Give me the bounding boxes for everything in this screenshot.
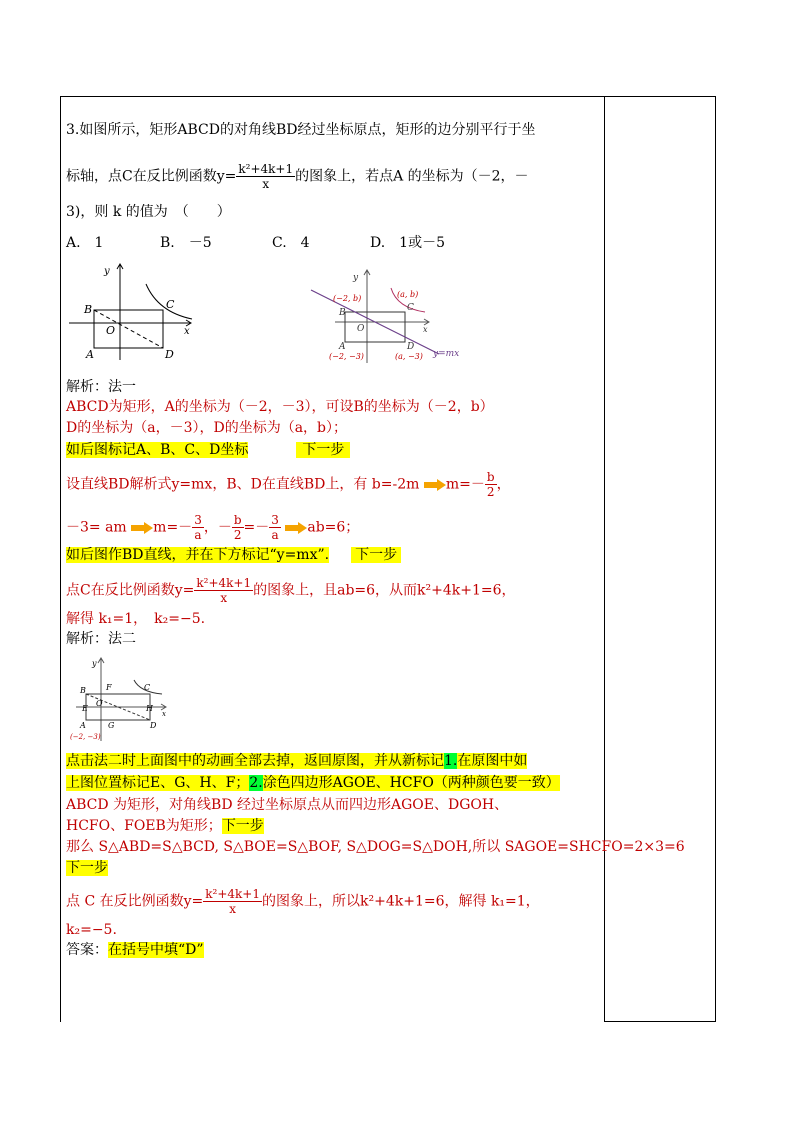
fig1-label-d: D [165,348,174,361]
table-right-border [715,96,716,1022]
method1-instruction-1: 如后图标记A、B、C、D坐标 下一步 [66,441,350,459]
method2-instruction-1: 点击法二时上面图中的动画全部去掉，返回原图，并从新标记1.在原图中如 [66,753,528,769]
fig3-label-b: B [80,686,86,695]
answer-label: 答案： [66,942,108,958]
fig1-label-y: y [104,266,110,277]
fig2-label-d: D [407,342,415,352]
fig2-label-b-coord: (−2, b) [333,294,362,303]
figure-1-svg [66,262,196,362]
step-number-1: 1. [444,753,458,769]
fig1-label-a: A [86,348,94,361]
fig3-label-a: A [80,721,86,730]
method2-line-5: 那么 S△ABD=S△BCD, S△BOE=S△BOF, S△DOG=S△DOH,所以 SAGOE=SHCFO=2×3=6 [66,839,685,855]
method2-line-3: ABCD 为矩形，对角线BD 经过坐标原点从而四边形AGOE、DGOH、 [66,797,509,813]
options-row [66,234,445,252]
fig1-label-b: B [84,303,93,316]
fig2-label-o: O [357,324,365,334]
fig2-label-a-coord: (−2, −3) [329,352,364,361]
option-c: C. 4 [272,235,310,251]
method1-line-3: 设直线BD解析式y=mx，B、D在直线BD上，有 b=-2m m=－ $\frac{b}{2}$ ， [66,470,511,499]
next-step-1[interactable]: 下一步 [296,442,350,458]
fig2-label-x: x [423,325,428,334]
method2-line-6: 点 C 在反比例函数y= $\frac{\text{k²+4k+1}}{x}$ 的图象上，所以k²+4k+1=6，解得 k₁=1， [66,887,540,916]
fig3-label-y: y [92,659,97,668]
table-bottom-border [604,1021,716,1022]
fig3-label-f: F [106,683,112,692]
method1-instruction-2: 如后图作BD直线，并在下方标记“y=mx”. 下一步 [66,546,401,564]
fig3-label-e: E [82,704,88,713]
option-a: A. 1 [66,235,104,251]
table-column-divider [604,96,605,1022]
method2-instruction-2: 上图位置标记E、G、H、F；2.涂色四边形AGOE、HCFO（两种颜色要一致） [66,775,560,791]
fig1-diagonal [94,310,163,348]
problem-line-2: 标轴，点C在反比例函数y= $\frac{\text{k²+4k+1}}{x}$ 的图象上，若点A 的坐标为（－2，－ [66,162,529,191]
implies-arrow-icon [131,522,153,534]
fig2-label-c: C [407,303,414,313]
fig2-label-c-coord: (a, b) [397,290,419,299]
fig2-label-line: y=mx [433,349,460,359]
method2-line-4: HCFO、FOEB为矩形；下一步 [66,818,264,834]
fig2-label-b: B [339,308,346,318]
fig3-label-a-coord: (−2, −3) [70,733,101,741]
fig3-label-c: C [144,683,151,692]
figure-2 [305,268,470,370]
implies-arrow-icon [285,522,307,534]
method2-next [66,859,108,877]
method1-line-4: －3= am m=－ $\frac{3}{a}$ ，－ $\frac{b}{2}$ =－ $\frac{3}{a}$ ab=6； [66,513,360,542]
fig1-label-c: C [166,298,175,311]
table-top-border [60,96,716,97]
fig3-label-h: H [146,704,153,713]
implies-arrow-icon [424,479,446,491]
option-b: B. －5 [160,235,212,251]
function-fraction: $\frac{\text{k²+4k+1}}{x}$ [238,162,294,191]
fig1-label-o: O [106,324,116,337]
fig2-label-a: A [339,342,346,352]
figure-1 [66,262,196,366]
next-step-4[interactable]: 下一步 [66,860,108,876]
fig1-label-x: x [184,326,190,337]
figure-3-svg [66,656,176,744]
table-left-border [60,96,61,1022]
next-step-2[interactable]: 下一步 [351,547,401,563]
method2-title: 解析：法二 [66,631,136,647]
method2-line-7: k₂=−5. [66,922,117,938]
step-number-2: 2. [249,775,263,791]
method1-line-5: 点C在反比例函数y= $\frac{\text{k²+4k+1}}{x}$ 的图象上，且ab=6，从而k²+4k+1=6， [66,576,516,605]
fig3-label-d: D [150,721,157,730]
next-step-3[interactable]: 下一步 [221,818,264,834]
figure-2-svg [305,268,470,366]
method1-title: 解析：法一 [66,379,136,395]
fig3-label-g: G [108,721,115,730]
option-d: D. 1或－5 [370,235,445,251]
figure-3 [66,656,176,748]
problem-line-1: 3.如图所示，矩形ABCD的对角线BD经过坐标原点，矩形的边分别平行于坐 [66,122,536,138]
problem-line-3: 3)，则 k 的值为 （ ） [66,204,231,220]
fig2-label-d-coord: (a, −3) [395,352,423,361]
method1-line-6: 解得 k₁=1， k₂=−5. [66,611,206,627]
fig2-rectangle [345,312,405,342]
method1-line-1: ABCD为矩形，A的坐标为（－2，－3），可设B的坐标为（－2，b） [66,399,494,415]
fig3-label-x: x [162,710,166,718]
fig3-label-o: O [96,699,103,708]
answer-highlight: 在括号中填“D” [108,942,204,958]
method1-line-2: D的坐标为（a，－3），D的坐标为（a，b）； [66,420,348,436]
answer-line [66,941,204,959]
fig2-label-y: y [353,273,359,283]
